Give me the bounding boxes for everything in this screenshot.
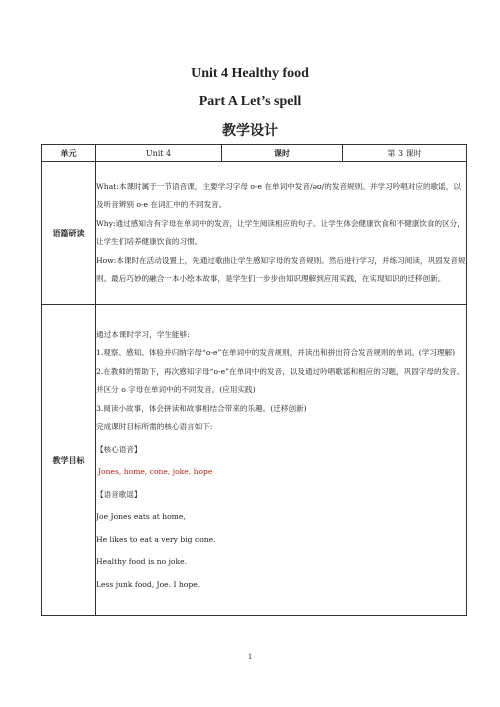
chant-line: Joe Jones eats at home, [96,512,186,522]
what-paragraph: What:本课时属于一节语音课，主要学习字母 o-e 在单词中发音/əʊ/的发音规则。并学习吟唱对应的歌谣，以及听音辨别 o-e 在词汇中的不同发音。 [96,181,461,209]
doc-subtitle: Part A Let’s spell [198,94,302,109]
core-phonics-heading: 【核心语音】 [96,444,142,454]
goal-2: 2.在教师的帮助下，再次感知字母“o-e”在单词中的发音，以及通过吟唱歌谣和相应的习题，巩固字母的发音。并区分 o 字母在单词中的不同发音。(应用实践) [96,366,465,395]
core-words: Jones, home, cone, joke, hope [98,467,213,477]
text-analysis-row [42,162,467,305]
core-language-intro: 完成课时目标所需的核心语言如下: [96,422,213,432]
how-paragraph: How:本课时在活动设置上，先通过歌曲让学生感知字母的发音规则。然后进行学习，并练习阅读，巩固发音规则。最后巧妙的融合一本小绘本故事，是学生们一步步由知识理解到应用实践，在实现知识的迁移创新。 [96,255,466,283]
chant-line: He likes to eat a very big cone. [96,534,216,544]
objectives-row [42,305,467,616]
page-number: 1 [248,652,252,661]
doc-title: Unit 4 Healthy food [191,66,309,81]
header-period-label: 课时 [222,145,343,162]
text-analysis-label: 语篇研读 [42,162,96,305]
goal-3: 3.阅读小故事，体会拼读和故事相结合带来的乐趣。(迁移创新) [96,403,307,413]
objectives-content [96,305,467,616]
lesson-plan-table [41,144,467,616]
header-period-value: 第 3 课时 [343,145,467,162]
text-analysis-content [96,162,467,305]
header-unit-value: Unit 4 [96,145,222,162]
objectives-label: 教学目标 [42,305,96,616]
chant-line: Less junk food, Joe. I hope. [96,579,201,589]
why-paragraph: Why:通过感知含有字母在单词中的发音，让学生阅读相应的句子。让学生体会健康饮食和不健康饮食的区分，让学生们培养健康饮食的习惯。 [96,218,465,246]
header-unit-label: 单元 [42,145,96,162]
goal-1: 1.观察、感知、体验并归纳字母“o-e”在单词中的发音规则，并读出和拼出符合发音规则的单词。(学习理解) [96,348,456,358]
chant-heading: 【语音歌谣】 [96,489,142,499]
chant-line: Healthy food is no joke. [96,557,187,567]
doc-heading: 教学设计 [222,123,278,139]
objectives-intro: 通过本课时学习，学生能够: [96,329,190,339]
header-row [42,145,467,162]
